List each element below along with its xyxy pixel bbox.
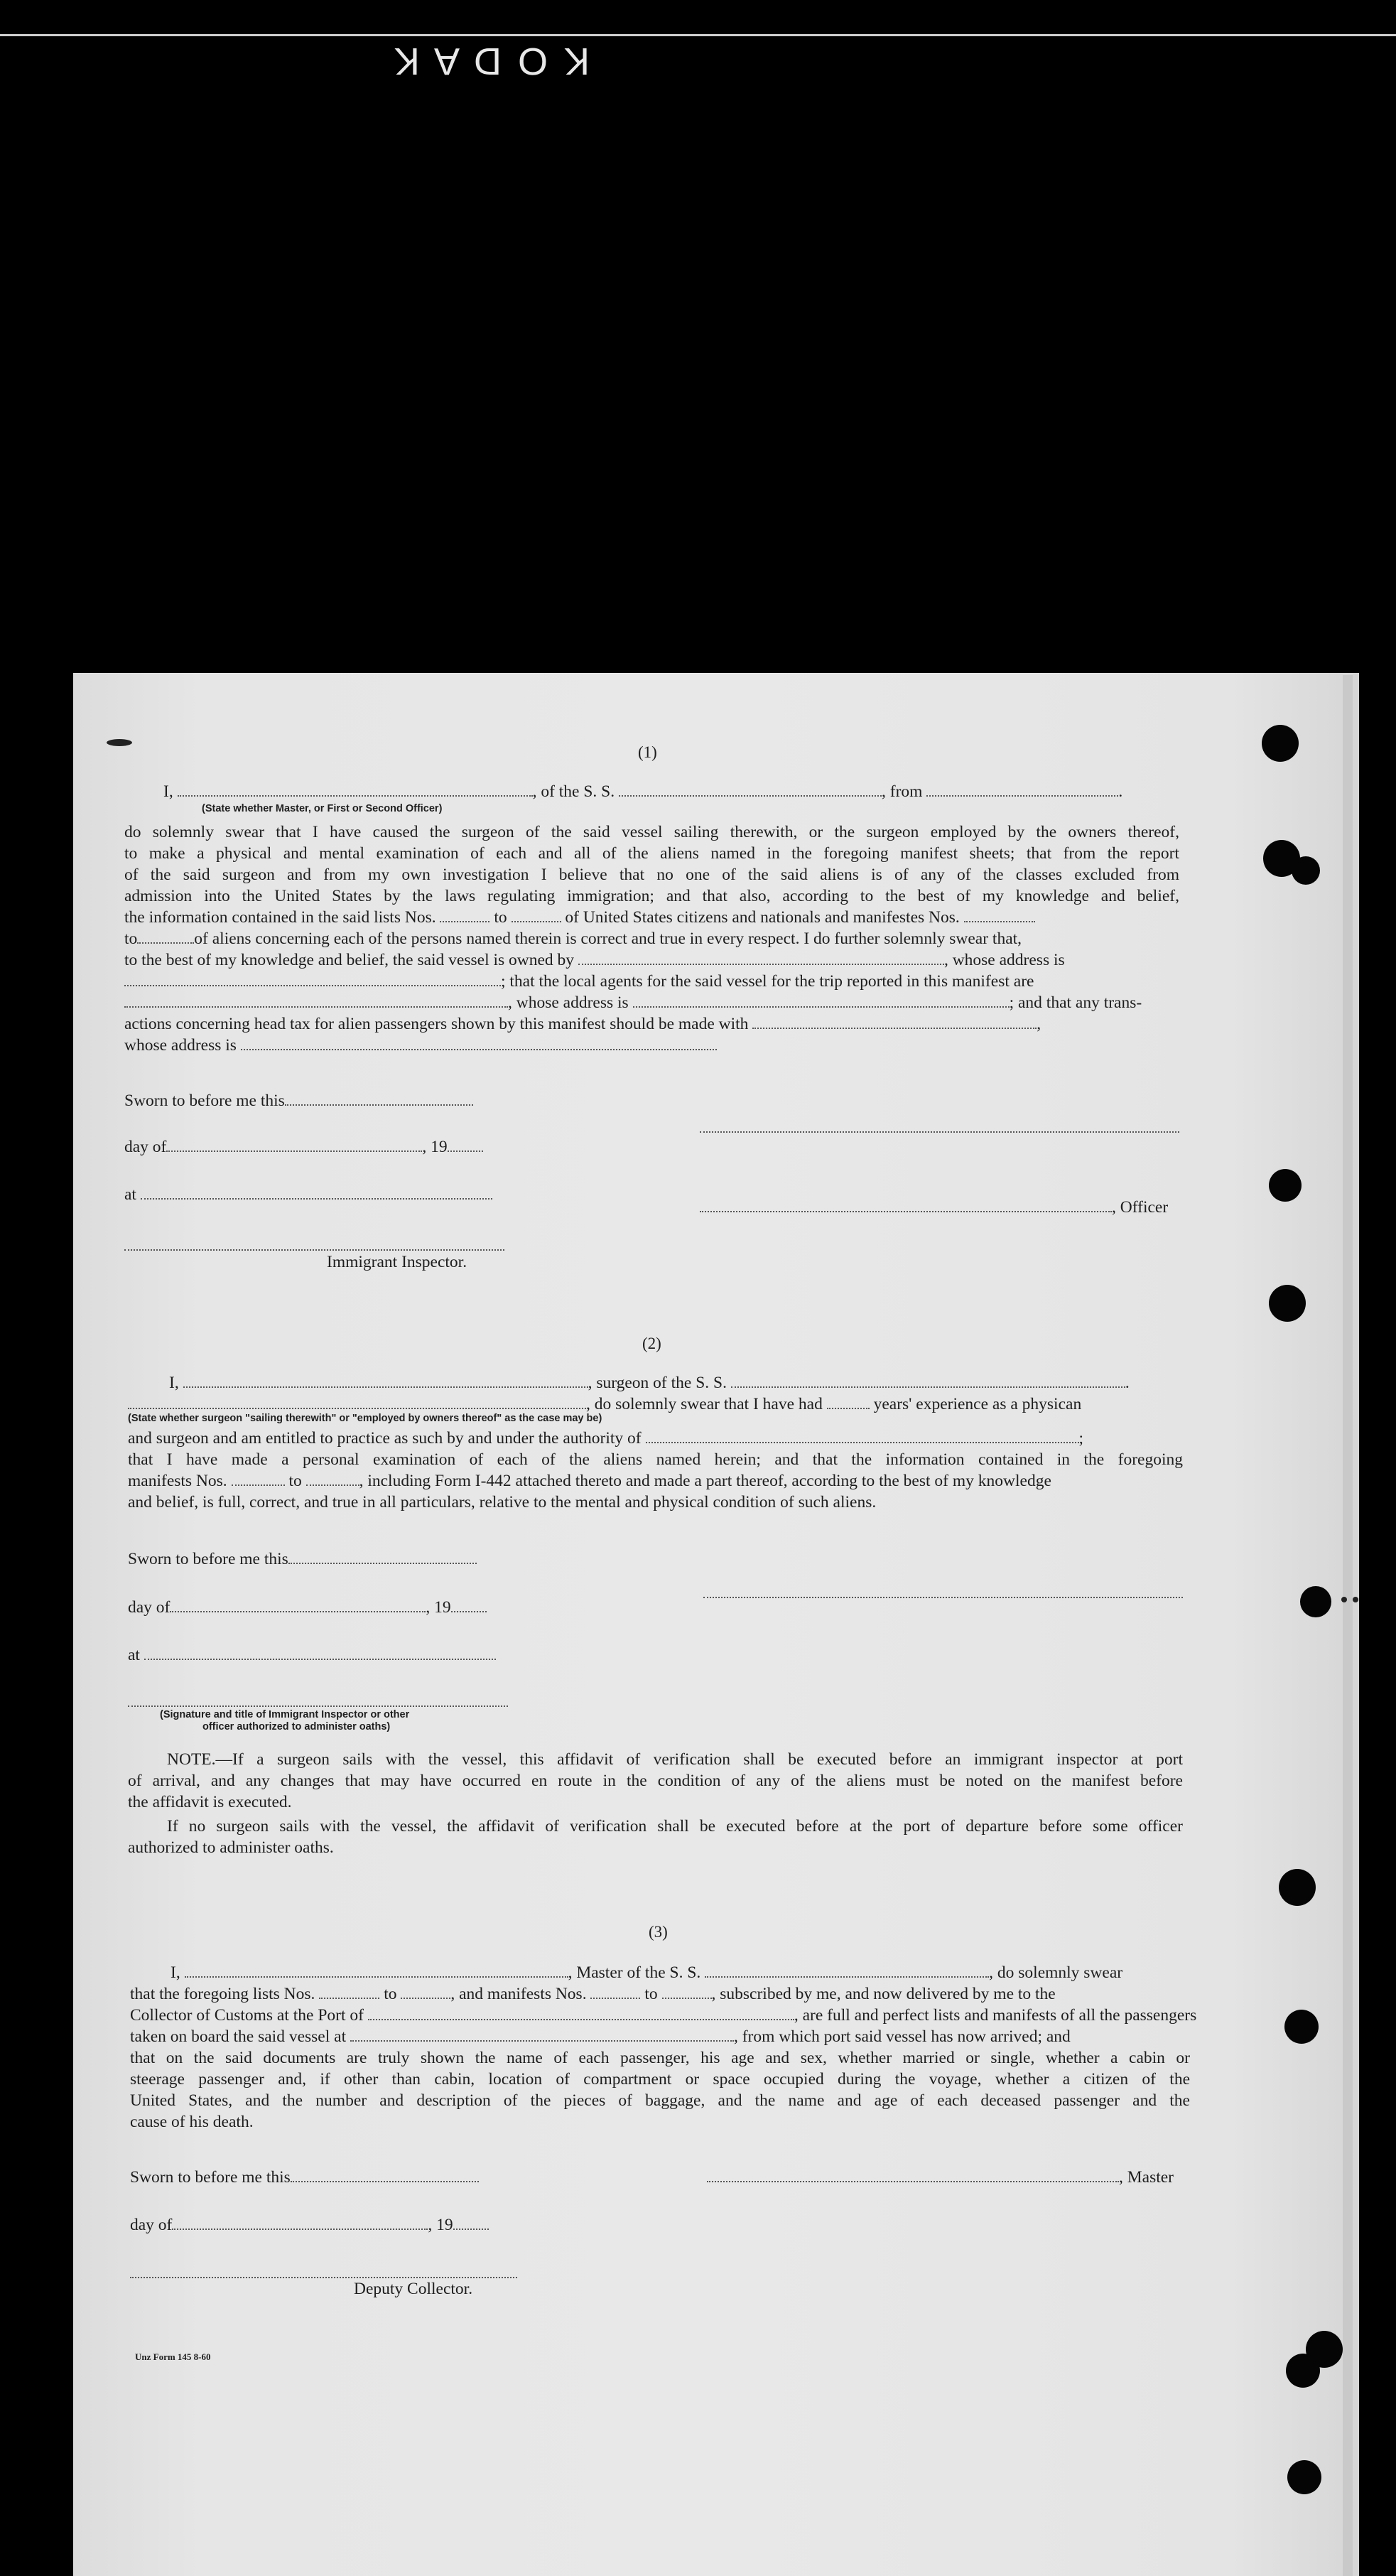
owner-address-field[interactable] — [124, 975, 501, 986]
surgeon-name-field[interactable] — [183, 1376, 588, 1388]
oath-line: whose address is — [124, 1035, 717, 1055]
section-2-line-1: I, , surgeon of the S. S. . — [169, 1374, 1130, 1392]
officer-signature-field[interactable] — [700, 1201, 1112, 1212]
note-line: authorized to administer oaths. — [128, 1838, 334, 1857]
citizen-list-to-field[interactable] — [512, 911, 561, 922]
year-field[interactable] — [451, 1601, 487, 1612]
oath-line: do solemnly swear that I have caused the surgeon of the said vessel sailing therewith, or the surgeon employed by the owners thereof, — [124, 823, 1179, 841]
head-tax-address-field[interactable] — [241, 1039, 717, 1050]
section-2-line-5: manifests Nos. to , including Form I-442 attached thereto and made a part thereof, according to the best of my knowledge — [128, 1472, 1051, 1490]
note-line: of arrival, and any changes that may have occurred en route in the condition of any of the aliens must be noted on the manifest before — [128, 1772, 1183, 1790]
section-2-number: (2) — [642, 1335, 661, 1352]
form-number: Unz Form 145 8-60 — [135, 2351, 211, 2362]
note-line: the affidavit is executed. — [128, 1793, 292, 1811]
month-field[interactable] — [170, 1601, 426, 1612]
place-field[interactable] — [144, 1649, 496, 1660]
sworn-line: Sworn to before me this — [124, 1091, 473, 1111]
head-tax-contact-field[interactable] — [752, 1018, 1037, 1029]
binder-hole — [1269, 1169, 1302, 1202]
signature-title-note: (Signature and title of Immigrant Inspector or other — [160, 1709, 410, 1720]
oath-line: ; that the local agents for the said vessel for the trip reported in this manifest are — [124, 971, 1034, 991]
from-port-field[interactable] — [926, 785, 1118, 797]
vessel-owner-field[interactable] — [578, 954, 944, 965]
oath-line: to make a physical and mental examination of each and all of the aliens named in the foregoing manifest sheets; that from the report — [124, 844, 1179, 863]
binder-hole — [1287, 2460, 1321, 2494]
binder-hole — [1286, 2354, 1320, 2388]
deputy-collector-label: Deputy Collector. — [354, 2280, 473, 2298]
at-line: at — [128, 1645, 496, 1665]
years-experience-field[interactable] — [827, 1398, 870, 1409]
section-1-number: (1) — [638, 743, 657, 761]
manifests-from-field[interactable] — [590, 1988, 640, 1999]
binder-hole — [1279, 1869, 1316, 1906]
binder-hole — [1262, 725, 1299, 762]
month-field[interactable] — [172, 2219, 428, 2230]
year-field[interactable] — [448, 1141, 483, 1152]
lists-from-field[interactable] — [319, 1988, 379, 1999]
inspector-signature-line[interactable] — [124, 1249, 504, 1251]
section-1-line-1: I, , of the S. S. , from . — [163, 782, 1123, 801]
manifest-to-field[interactable] — [137, 932, 194, 944]
officer-signature-line: , Officer — [700, 1197, 1168, 1217]
binder-hole — [1269, 1285, 1306, 1322]
paper-edge — [1343, 675, 1353, 2576]
year-field[interactable] — [453, 2219, 489, 2230]
section-3-line-3: Collector of Customs at the Port of , are full and perfect lists and manifests of all the passengers — [130, 2006, 1197, 2025]
surgeon-status-note: (State whether surgeon "sailing therewith" or "employed by owners thereof" as the case may be) — [128, 1413, 602, 1424]
film-brand-text: K O D A K — [391, 40, 590, 82]
sworn-line: Sworn to before me this — [130, 2167, 479, 2187]
practice-authority-field[interactable] — [646, 1432, 1079, 1443]
master-oath-line: steerage passenger and, if other than cabin, location of compartment or space occupied during the voyage, whether a citizen of the — [130, 2070, 1190, 2089]
master-oath-line: cause of his death. — [130, 2113, 254, 2131]
sworn-date-field[interactable] — [288, 1553, 477, 1564]
film-edge-line — [0, 34, 1396, 36]
note-line: NOTE.—If a surgeon sails with the vessel, this affidavit of verification shall be executed before an immigrant inspector at port — [167, 1750, 1183, 1769]
surgeon-manifest-from-field[interactable] — [232, 1475, 285, 1486]
sworn-line: Sworn to before me this — [128, 1549, 477, 1569]
oath-line: the information contained in the said lists Nos. to of United States citizens and nationals and manifestes Nos. — [124, 907, 1035, 927]
citizen-list-from-field[interactable] — [440, 911, 489, 922]
binder-hole — [1300, 1586, 1331, 1617]
inspector-label: Immigrant Inspector. — [327, 1253, 467, 1271]
signature-line[interactable] — [700, 1131, 1179, 1133]
master-oath-line: United States, and the number and description of the pieces of baggage, and the name and age of each deceased passenger and the — [130, 2091, 1190, 2110]
officer-rank-note: (State whether Master, or First or Second Officer) — [202, 803, 443, 814]
at-line: at — [124, 1185, 492, 1205]
surgeon-vessel-field[interactable] — [731, 1376, 1125, 1388]
boarding-port-field[interactable] — [350, 2030, 734, 2042]
sworn-date-field[interactable] — [285, 1094, 473, 1106]
sworn-date-field[interactable] — [291, 2171, 479, 2182]
section-3-line-4: taken on board the said vessel at , from which port said vessel has now arrived; and — [130, 2027, 1071, 2046]
surgeon-oath-line: that I have made a personal examination of each of the aliens named herein; and that the information contained in the foregoing — [128, 1450, 1183, 1469]
paper-speck — [1341, 1597, 1347, 1602]
paper-speck — [107, 739, 132, 746]
manifests-to-field[interactable] — [662, 1988, 712, 1999]
binder-hole — [1292, 856, 1320, 885]
section-2-line-2: , do solemnly swear that I have had years' experience as a physican — [128, 1394, 1081, 1414]
master-oath-line: that on the said documents are truly shown the name of each passenger, his age and sex, whether married or single, whether a cabin or — [130, 2049, 1190, 2067]
manifest-from-field[interactable] — [964, 911, 1035, 922]
film-brand-mark — [107, 39, 590, 83]
master-vessel-field[interactable] — [705, 1966, 989, 1978]
officer-name-field[interactable] — [178, 785, 533, 797]
master-signature-field[interactable] — [707, 2171, 1119, 2182]
binder-hole — [1284, 2010, 1319, 2044]
agents-address-field[interactable] — [633, 996, 1010, 1008]
day-line: day of , 19 — [128, 1597, 487, 1617]
place-field[interactable] — [141, 1188, 492, 1200]
inspector-signature-line[interactable] — [128, 1705, 508, 1707]
section-3-line-1: I, , Master of the S. S. , do solemnly swear — [171, 1963, 1123, 1982]
surgeon-status-field[interactable] — [128, 1398, 586, 1409]
local-agents-field[interactable] — [124, 996, 508, 1008]
signature-title-note: officer authorized to administer oaths) — [202, 1721, 391, 1732]
day-line: day of , 19 — [124, 1137, 483, 1157]
vessel-name-field[interactable] — [619, 785, 882, 797]
oath-line: to the best of my knowledge and belief, the said vessel is owned by , whose address is — [124, 951, 1065, 969]
oath-line: admission into the United States by the laws regulating immigration; and that also, according to the best of my knowledge and belief, — [124, 887, 1179, 905]
lists-to-field[interactable] — [401, 1988, 450, 1999]
master-signature-line: , Master — [707, 2167, 1174, 2187]
oath-line: , whose address is ; and that any trans- — [124, 993, 1142, 1013]
section-2-line-3: and surgeon and am entitled to practice as such by and under the authority of ; — [128, 1429, 1084, 1448]
customs-port-field[interactable] — [368, 2009, 794, 2020]
oath-line: of the said surgeon and from my own investigation I believe that no one of the said aliens is of any of the classes excluded from — [124, 866, 1179, 884]
section-3-number: (3) — [649, 1923, 668, 1941]
master-name-field[interactable] — [185, 1966, 568, 1978]
surgeon-oath-line: and belief, is full, correct, and true in all particulars, relative to the mental and physical condition of such aliens. — [128, 1493, 877, 1511]
paper-speck — [1353, 1597, 1358, 1602]
oath-line: actions concerning head tax for alien passengers shown by this manifest should be made with , — [124, 1015, 1041, 1033]
note-line: If no surgeon sails with the vessel, the affidavit of verification shall be executed before at the port of departure before some officer — [167, 1817, 1183, 1836]
oath-line: to of aliens concerning each of the persons named therein is correct and true in every respect. I do further solemnly swear that, — [124, 929, 1022, 948]
deputy-signature-line[interactable] — [130, 2277, 517, 2278]
surgeon-manifest-to-field[interactable] — [306, 1475, 359, 1486]
surgeon-signature-line[interactable] — [703, 1597, 1183, 1598]
section-3-line-2: that the foregoing lists Nos. to , and manifests Nos. to , subscribed by me, and now delivered by me to the — [130, 1985, 1056, 2003]
month-field[interactable] — [166, 1141, 422, 1152]
day-line: day of , 19 — [130, 2215, 489, 2235]
